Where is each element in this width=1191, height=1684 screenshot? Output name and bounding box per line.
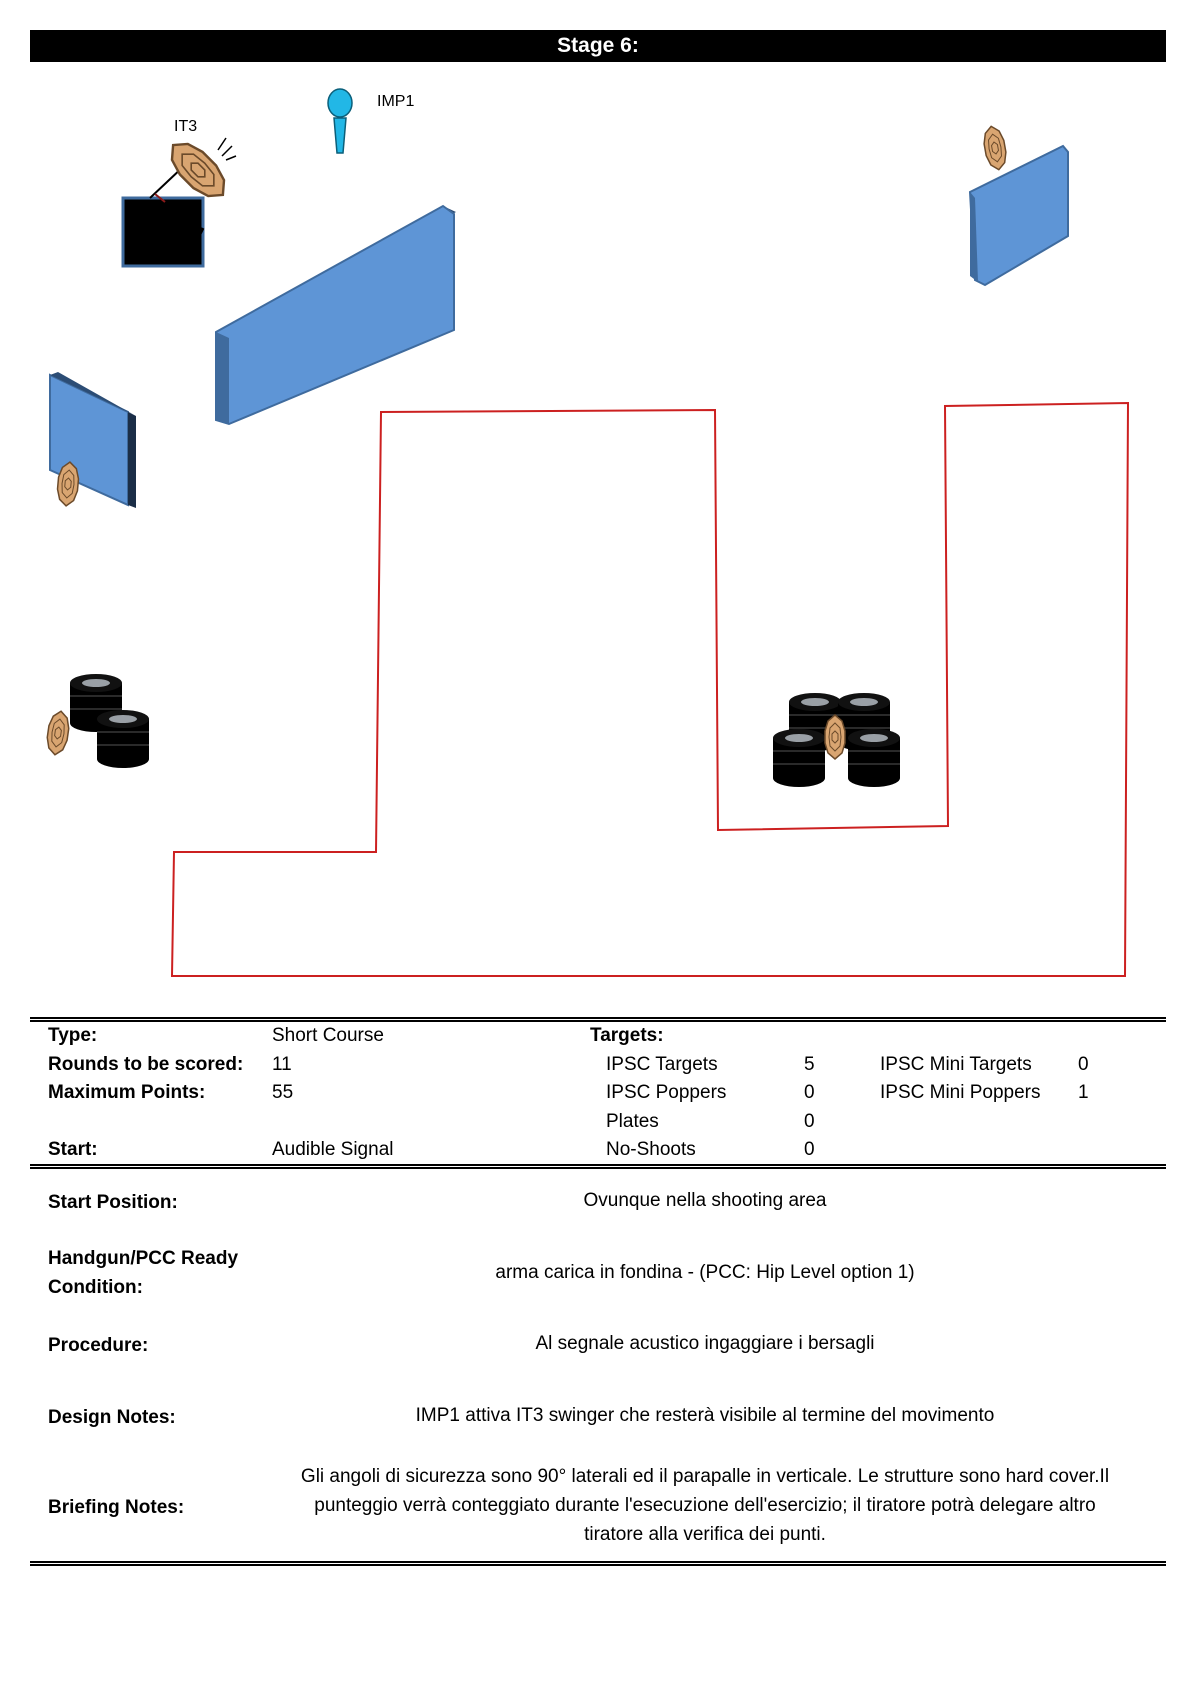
briefing-notes-label: Briefing Notes: xyxy=(48,1497,185,1518)
imp1-label: IMP1 xyxy=(377,93,415,110)
points-value: 55 xyxy=(272,1082,294,1103)
barrel-stack-icon xyxy=(70,674,149,768)
target-name: IPSC Poppers xyxy=(606,1082,727,1103)
it3-box xyxy=(123,198,203,266)
ready-condition-value: arma carica in fondina - (PCC: Hip Level option 1) xyxy=(495,1262,915,1283)
start-position-label: Start Position: xyxy=(48,1192,178,1213)
mini-target-count: 0 xyxy=(1078,1054,1089,1075)
popper-icon xyxy=(328,89,352,153)
points-label: Maximum Points: xyxy=(48,1082,206,1103)
start-position-value: Ovunque nella shooting area xyxy=(583,1190,827,1211)
target-count: 0 xyxy=(804,1139,815,1160)
stage-diagram-svg xyxy=(0,70,1191,990)
ready-condition-label-line2: Condition: xyxy=(48,1277,143,1298)
target-count: 0 xyxy=(804,1111,815,1132)
design-notes-label: Design Notes: xyxy=(48,1407,176,1428)
design-notes-value: IMP1 attiva IT3 swinger che resterà visibile al termine del movimento xyxy=(415,1405,995,1426)
ipsc-target-icon xyxy=(825,715,845,759)
stage-diagram xyxy=(0,70,1191,990)
stage-title: Stage 6: xyxy=(30,30,1166,62)
ipsc-target-icon xyxy=(981,125,1008,172)
start-label: Start: xyxy=(48,1139,98,1160)
target-name: Plates xyxy=(606,1111,659,1132)
wall-long xyxy=(216,206,456,424)
briefing-notes-line: Gli angoli di sicurezza sono 90° laterali ed il parapalle in verticale. Le strutture sono hard cover.Il xyxy=(300,1466,1110,1487)
start-value: Audible Signal xyxy=(272,1139,394,1160)
it3-label: IT3 xyxy=(174,118,198,135)
ipsc-target-icon xyxy=(45,710,71,756)
wall-right xyxy=(970,146,1068,285)
target-count: 5 xyxy=(804,1054,815,1075)
briefing-notes-line: tiratore alla verifica dei punti. xyxy=(584,1524,826,1545)
mini-target-name: IPSC Mini Targets xyxy=(880,1054,1032,1075)
type-label: Type: xyxy=(48,1025,98,1046)
mini-target-count: 1 xyxy=(1078,1082,1089,1103)
targets-label: Targets: xyxy=(590,1025,664,1046)
rounds-value: 11 xyxy=(272,1054,292,1075)
mini-target-name: IPSC Mini Poppers xyxy=(880,1082,1041,1103)
briefing-notes-line: punteggio verrà conteggiato durante l'esecuzione dell'esercizio; il tiratore potrà delegare altro xyxy=(314,1495,1096,1516)
target-count: 0 xyxy=(804,1082,815,1103)
procedure-label: Procedure: xyxy=(48,1335,149,1356)
target-name: IPSC Targets xyxy=(606,1054,718,1075)
ready-condition-label-line1: Handgun/PCC Ready xyxy=(48,1248,239,1269)
fault-line xyxy=(172,403,1128,976)
rounds-label: Rounds to be scored: xyxy=(48,1054,244,1075)
summary-bottom-rule xyxy=(30,1164,1166,1169)
target-name: No-Shoots xyxy=(606,1139,696,1160)
type-value: Short Course xyxy=(272,1025,384,1046)
notes-bottom-rule xyxy=(30,1561,1166,1566)
procedure-value: Al segnale acustico ingaggiare i bersagli xyxy=(535,1333,875,1354)
swinger-icon xyxy=(150,134,236,206)
